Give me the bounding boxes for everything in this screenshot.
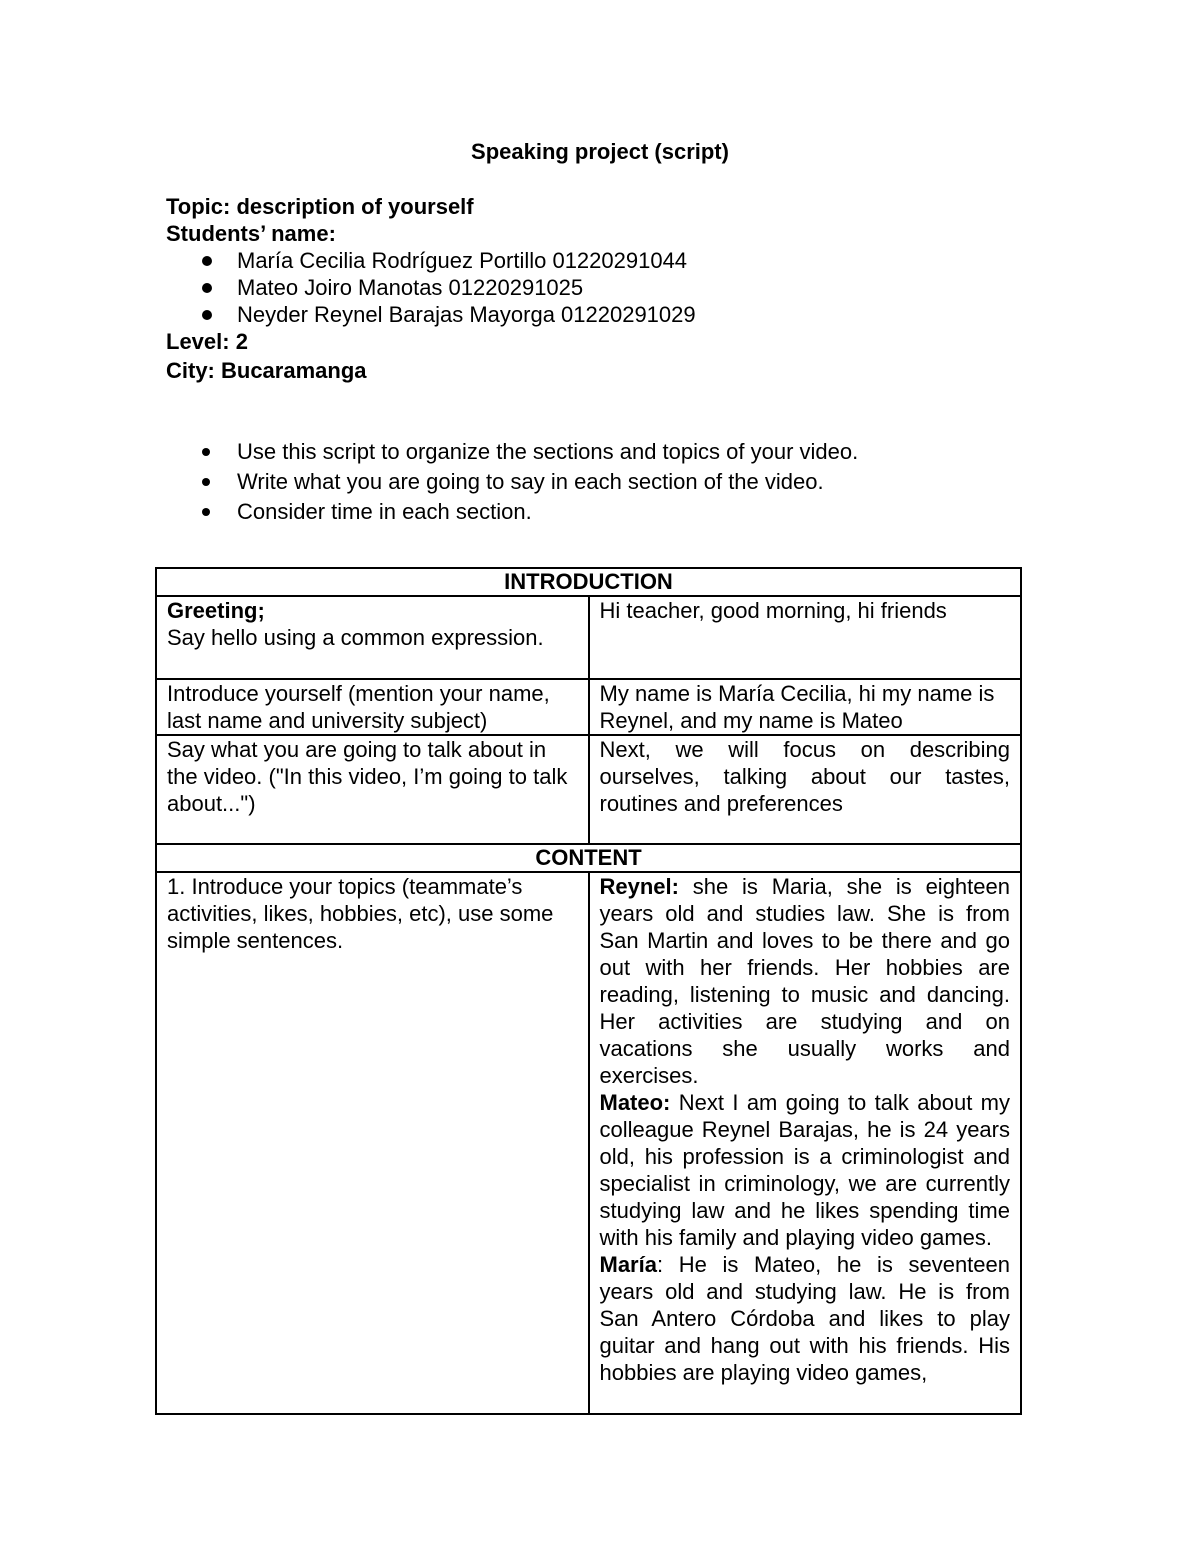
instruction-text: Consider time in each section. [237, 499, 532, 524]
table-row [156, 844, 1021, 872]
topic-answer-cell: Next, we will focus on describing ourselves, talking about our tastes, routines and preferences [589, 735, 1022, 844]
content-answer-cell [589, 872, 1022, 1414]
bullet-icon [202, 508, 210, 516]
greeting-prompt-cell [156, 596, 589, 679]
table-row [156, 568, 1021, 596]
bullet-icon [202, 448, 210, 456]
introduction-header: INTRODUCTION [156, 568, 1021, 596]
project-info [166, 193, 1066, 384]
speaker-text: she is Maria, she is eighteen years old and studies law. She is from San Martin and loves to be there and go out with her friends. Her hobbies are reading, listening to music and dancing. Her activities are studying and on vacations she usually works and exercises. [599, 874, 1010, 1088]
table-row [156, 872, 1021, 1414]
instruction-text: Write what you are going to say in each section of the video. [237, 469, 824, 494]
topic-prompt-cell: Say what you are going to talk about in the video. ("In this video, I’m going to talk about...") [156, 735, 589, 844]
topic-line: Topic: description of yourself [166, 194, 474, 219]
student-name: María Cecilia Rodríguez Portillo 01220291044 [237, 248, 688, 273]
page-title: Speaking project (script) [471, 139, 729, 164]
maria-paragraph [600, 1251, 1011, 1386]
script-table [155, 567, 1022, 1415]
list-item [166, 301, 1066, 328]
table-row [156, 735, 1021, 844]
list-item [166, 497, 1066, 527]
bullet-icon [202, 310, 212, 320]
bullet-icon [202, 256, 212, 266]
list-item [166, 247, 1066, 274]
students-label: Students’ name: [166, 221, 336, 246]
introduce-prompt-cell: Introduce yourself (mention your name, last name and university subject) [156, 679, 589, 735]
list-item [166, 467, 1066, 497]
reynel-paragraph [600, 873, 1011, 1089]
list-item [166, 437, 1066, 467]
student-name: Mateo Joiro Manotas 01220291025 [237, 275, 584, 300]
speaker-label: María [599, 1252, 657, 1277]
speaker-label: Mateo: [599, 1090, 671, 1115]
greeting-answer-cell: Hi teacher, good morning, hi friends [589, 596, 1022, 679]
bullet-icon [202, 478, 210, 486]
greeting-title: Greeting; [167, 598, 265, 623]
students-list [166, 247, 1066, 328]
table-row [156, 679, 1021, 735]
instruction-text: Use this script to organize the sections and topics of your video. [237, 439, 859, 464]
greeting-prompt: Say hello using a common expression. [167, 625, 544, 650]
content-prompt-cell: 1. Introduce your topics (teammate’s activities, likes, hobbies, etc), use some simple sentences. [156, 872, 589, 1414]
speaker-text: : He is Mateo, he is seventeen years old and studying law. He is from San Antero Córdoba and likes to play guitar and hang out with his friends. His hobbies are playing video games, [599, 1252, 1010, 1385]
list-item [166, 274, 1066, 301]
table-row [156, 596, 1021, 679]
city-line: City: Bucaramanga [166, 358, 367, 383]
mateo-paragraph [600, 1089, 1011, 1251]
content-header: CONTENT [156, 844, 1021, 872]
speaker-label: Reynel: [599, 874, 679, 899]
student-name: Neyder Reynel Barajas Mayorga 01220291029 [237, 302, 696, 327]
instructions-list [166, 437, 1066, 527]
introduce-answer-cell: My name is María Cecilia, hi my name is Reynel, and my name is Mateo [589, 679, 1022, 735]
speaker-text: Next I am going to talk about my colleague Reynel Barajas, he is 24 years old, his profession is a criminologist and specialist in criminology, we are currently studying law and he likes spending time with his family and playing video games. [599, 1090, 1010, 1250]
bullet-icon [202, 283, 212, 293]
level-line: Level: 2 [166, 329, 248, 354]
